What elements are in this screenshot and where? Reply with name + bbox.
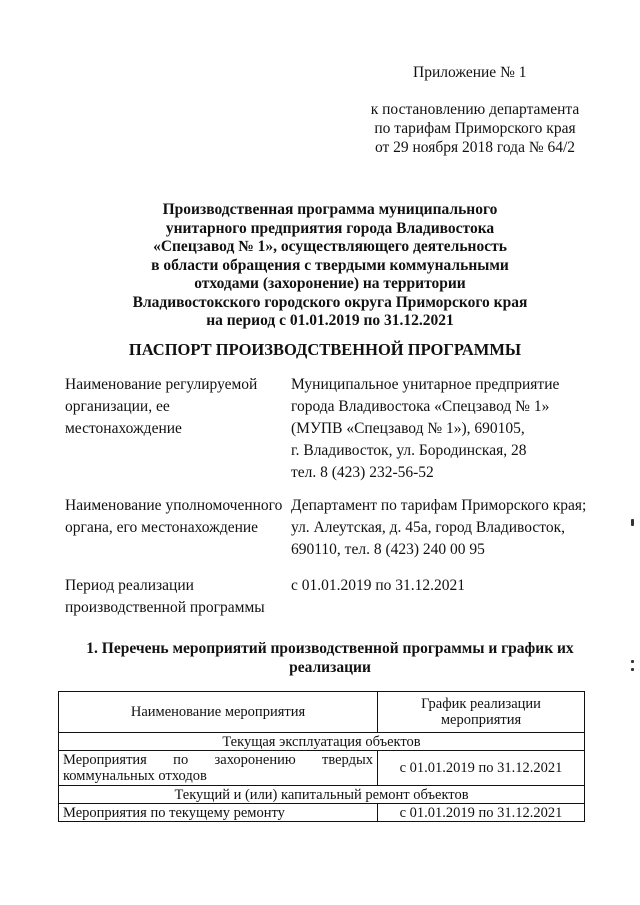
- appendix-title: Приложение № 1: [413, 64, 527, 81]
- passport-label-line: Период реализации: [65, 577, 194, 594]
- program-title-line: унитарного предприятия города Владивостока: [165, 219, 495, 237]
- measure-schedule: с 01.01.2019 по 31.12.2021: [378, 804, 585, 822]
- appendix-note-line: по тарифам Приморского края: [374, 120, 576, 137]
- scan-mark: [631, 660, 634, 663]
- program-title-line: «Спецзавод № 1», осуществляющего деятельность: [153, 238, 507, 255]
- passport-value-line: ул. Алеутская, д. 45а, город Владивосток,: [291, 519, 566, 536]
- appendix-note-line: от 29 ноября 2018 года № 64/2: [374, 139, 576, 156]
- passport-value-line: г. Владивосток, ул. Бородинская, 28: [291, 442, 527, 459]
- scan-mark: [631, 668, 634, 671]
- program-title: [120, 201, 540, 331]
- measure-name-line: Мероприятия по текущему ремонту: [63, 804, 285, 821]
- header-measure-name: Наименование мероприятия: [59, 692, 378, 733]
- section-title-line: реализации: [289, 659, 371, 676]
- passport-value-line: тел. 8 (423) 232-56-52: [291, 464, 434, 481]
- section-title-line: 1. Перечень мероприятий производственной программы и график их: [86, 640, 574, 657]
- passport-value-authority: [291, 495, 611, 561]
- table-group-row: [59, 786, 585, 804]
- passport-value-line: 690110, тел. 8 (423) 240 00 95: [291, 541, 485, 558]
- appendix-note: [360, 100, 590, 157]
- header-schedule-line: График реализации: [421, 696, 541, 712]
- passport-label-line: местонахождение: [65, 420, 182, 437]
- passport-label-line: Наименование уполномоченного: [65, 497, 283, 514]
- measure-schedule: с 01.01.2019 по 31.12.2021: [378, 751, 585, 786]
- passport-value-line: с 01.01.2019 по 31.12.2021: [291, 577, 466, 594]
- passport-label-line: органа, его местонахождение: [65, 519, 259, 536]
- passport-value-line: (МУПВ «Спецзавод № 1»), 690105,: [291, 420, 525, 437]
- passport-label-line: организации, ее: [65, 398, 170, 415]
- measure-name-line: Мероприятия по захоронению твердых: [63, 752, 373, 768]
- measures-table: [58, 691, 585, 822]
- scan-mark: [631, 519, 634, 526]
- table-group-row: [59, 733, 585, 751]
- passport-label-line: Наименование регулируемой: [65, 376, 258, 393]
- program-title-line: Производственная программа муниципального: [162, 201, 498, 218]
- header-schedule-line: мероприятия: [440, 712, 522, 728]
- program-title-line: отходами (захоронение) на территории: [194, 275, 466, 292]
- passport-value-line: Департамент по тарифам Приморского края;: [291, 497, 587, 514]
- passport-value-organization: [291, 374, 611, 484]
- passport-value-period: [291, 575, 611, 597]
- measure-name-line: коммунальных отходов: [63, 768, 207, 784]
- passport-value-line: Муниципальное унитарное предприятие: [291, 376, 560, 393]
- measure-name: [59, 751, 378, 786]
- header-schedule: [378, 692, 585, 733]
- group-title: Текущий и (или) капитальный ремонт объектов: [59, 786, 585, 804]
- program-title-line: Владивостокского городского округа Приморского края: [132, 293, 528, 311]
- program-title-line: на период с 01.01.2019 по 31.12.2021: [206, 312, 454, 329]
- measure-name: [59, 804, 378, 822]
- passport-title: ПАСПОРТ ПРОИЗВОДСТВЕННОЙ ПРОГРАММЫ: [128, 340, 522, 359]
- table-row: [59, 804, 585, 822]
- table-header-row: [59, 692, 585, 733]
- table-row: [59, 751, 585, 786]
- program-title-line: в области обращения с твердыми коммунальными: [151, 256, 509, 274]
- passport-label-line: производственной программы: [65, 599, 265, 616]
- appendix-note-line: к постановлению департамента: [370, 101, 580, 118]
- passport-value-line: города Владивостока «Спецзавод № 1»: [291, 398, 550, 415]
- passport-label-authority: [65, 495, 283, 539]
- passport-label-period: [65, 575, 280, 619]
- group-title: Текущая эксплуатация объектов: [59, 733, 585, 751]
- passport-label-organization: [65, 374, 280, 440]
- section-title: [60, 639, 600, 677]
